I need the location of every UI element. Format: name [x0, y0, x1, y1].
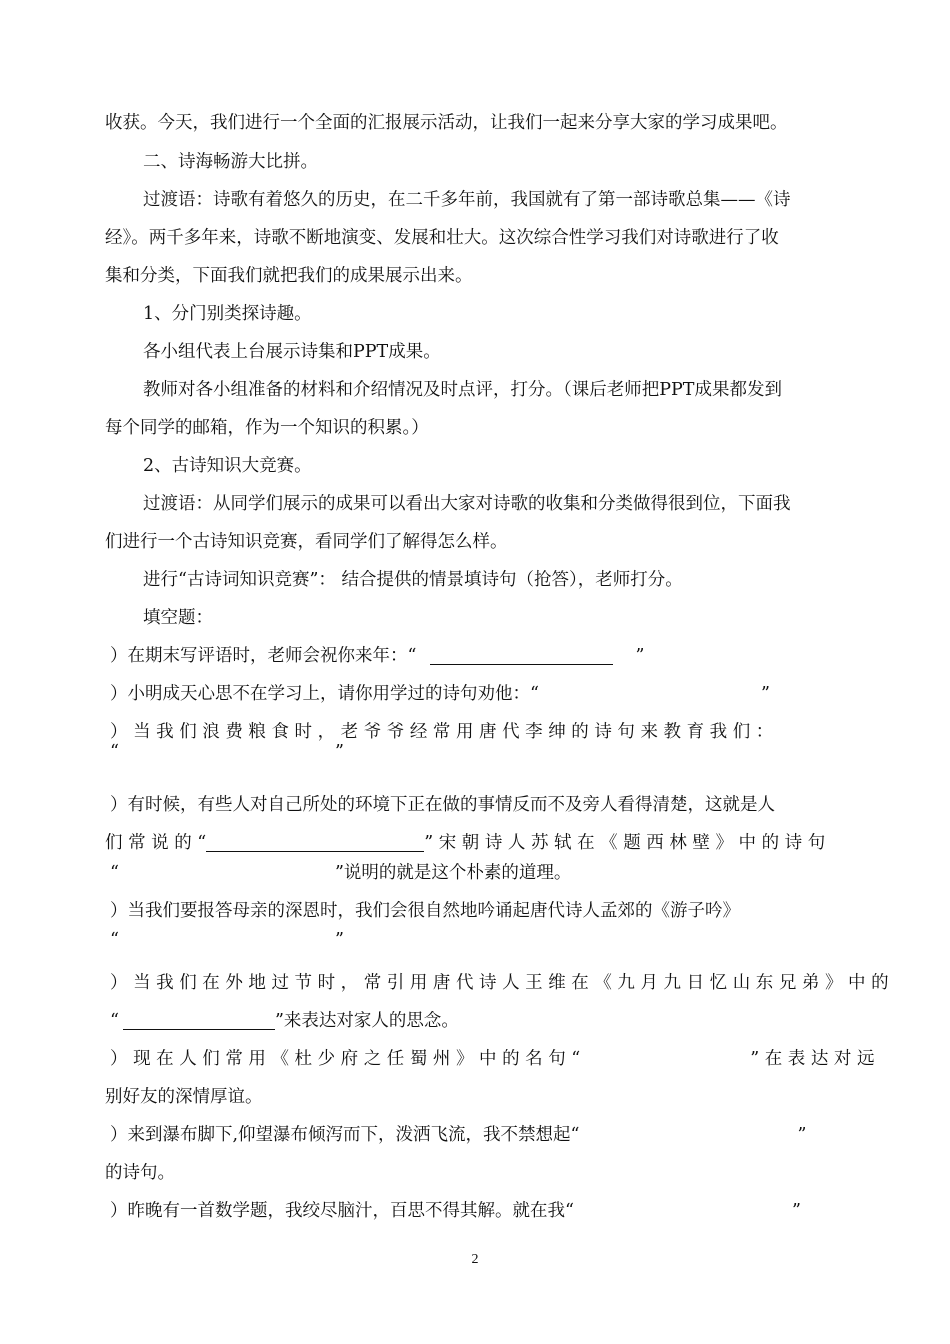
answer-blank[interactable]: [123, 1009, 275, 1030]
question-text: 们 常 说 的 “: [105, 833, 207, 853]
question-text: ”说明的就是这个朴素的道理。: [334, 863, 572, 883]
quote-close: ”: [334, 930, 344, 950]
question-text: ” 宋 朝 诗 人 苏 轼 在 《 题 西 林 壁 》 中 的 诗 句: [424, 833, 826, 853]
question-text: ”: [791, 1201, 801, 1221]
paragraph-line: 每个同学的邮箱，作为一个知识的积累。）: [105, 418, 429, 438]
section-heading: 二、诗海畅游大比拼。: [143, 152, 318, 172]
question-text: ） 现 在 人 们 常 用 《 杜 少 府 之 任 蜀 州 》 中 的 名 句 “: [110, 1049, 581, 1069]
question-8-line-2: [105, 1161, 865, 1185]
question-6-line-2: [110, 1009, 865, 1033]
quote-open: “: [110, 930, 119, 950]
answer-blank[interactable]: [206, 831, 424, 852]
question-text: 的诗句。: [105, 1163, 175, 1183]
question-1: [110, 644, 865, 668]
question-4-line-3: [110, 861, 865, 885]
question-text: ） 当 我 们 在 外 地 过 节 时 ， 常 引 用 唐 代 诗 人 王 维 在 《 九 月 九 日 忆 山 东 兄 弟 》 中 的: [110, 973, 889, 993]
question-text: ” 在 表 达 对 远: [750, 1049, 875, 1069]
subsection-heading: 2、古诗知识大竞赛。: [143, 456, 312, 476]
question-text: ）当我们要报答母亲的深恩时，我们会很自然地吟诵起唐代诗人孟郊的《游子吟》: [110, 901, 740, 921]
question-8: [110, 1123, 865, 1147]
quote-open: “: [110, 1011, 119, 1031]
question-7: [110, 1047, 875, 1071]
quote-close: ”: [334, 742, 344, 762]
question-text: ）小明成天心思不在学习上，请你用学过的诗句劝他：“: [110, 684, 539, 704]
paragraph-line: 教师对各小组准备的材料和介绍情况及时点评，打分。（课后老师把PPT成果都发到: [143, 380, 782, 400]
question-3-answer-line: [110, 740, 865, 764]
question-9: [110, 1199, 865, 1223]
question-text: ”来表达对家人的思念。: [274, 1011, 459, 1031]
paragraph-line: 填空题：: [143, 608, 213, 628]
quote-open: “: [110, 742, 119, 762]
paragraph-line: 各小组代表上台展示诗集和PPT成果。: [143, 342, 441, 362]
paragraph-line: 过渡语：从同学们展示的成果可以看出大家对诗歌的收集和分类做得很到位，下面我: [143, 494, 791, 514]
question-5: [110, 899, 865, 923]
question-text: ”: [760, 684, 770, 704]
paragraph-line: 们进行一个古诗知识竞赛，看同学们了解得怎么样。: [105, 532, 508, 552]
answer-blank[interactable]: [430, 644, 613, 665]
paragraph-line: 过渡语：诗歌有着悠久的历史，在二千多年前，我国就有了第一部诗歌总集——《诗: [143, 190, 791, 210]
question-text: ）有时候，有些人对自己所处的环境下正在做的事情反而不及旁人看得清楚，这就是人: [110, 795, 775, 815]
paragraph-line: 经》。两千多年来，诗歌不断地演变、发展和壮大。这次综合性学习我们对诗歌进行了收: [105, 228, 779, 248]
question-text: 别好友的深情厚谊。: [105, 1087, 263, 1107]
question-6: [110, 971, 889, 995]
question-text: ”: [797, 1125, 807, 1145]
paragraph-line: 集和分类，下面我们就把我们的成果展示出来。: [105, 266, 473, 286]
subsection-heading: 1、分门别类探诗趣。: [143, 304, 312, 324]
question-7-line-2: [105, 1085, 865, 1109]
question-text: ）昨晚有一首数学题，我绞尽脑汁，百思不得其解。就在我“: [110, 1201, 574, 1221]
question-2: [110, 682, 865, 706]
paragraph-line: 收获。今天，我们进行一个全面的汇报展示活动，让我们一起来分享大家的学习成果吧。: [105, 113, 788, 133]
question-4-line-2: [105, 831, 865, 855]
question-text: ）在期末写评语时，老师会祝你来年：“: [110, 646, 417, 666]
question-text: ”: [635, 646, 645, 666]
question-4: [110, 793, 865, 817]
question-text: ）来到瀑布脚下,仰望瀑布倾泻而下，泼洒飞流，我不禁想起“: [110, 1125, 580, 1145]
page-number: 2: [471, 1252, 479, 1267]
question-text: ） 当 我 们 浪 费 粮 食 时 ， 老 爷 爷 经 常 用 唐 代 李 绅 的 诗 句 来 教 育 我 们 ：: [110, 722, 774, 742]
quote-open: “: [110, 863, 119, 883]
question-5-answer-line: [110, 928, 865, 952]
paragraph-line: 进行“古诗词知识竞赛”： 结合提供的情景填诗句（抢答），老师打分。: [143, 570, 683, 590]
